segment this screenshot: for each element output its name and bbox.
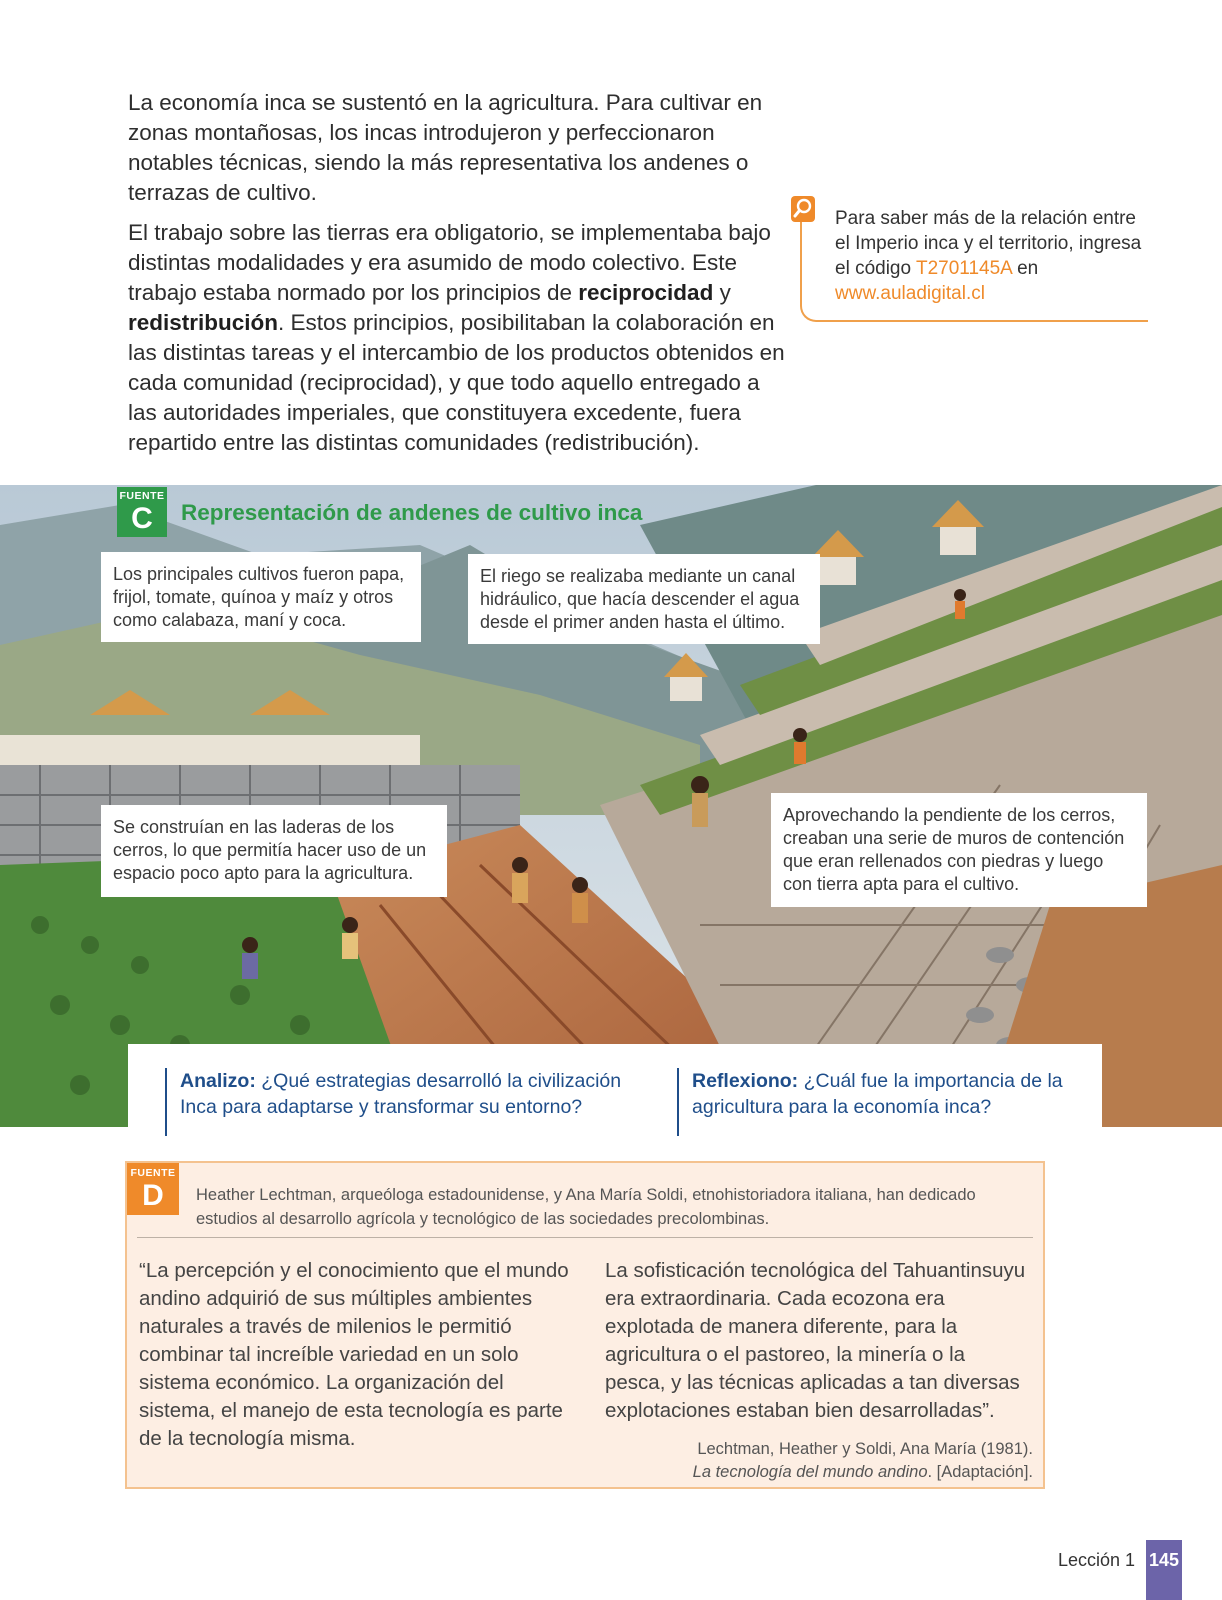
question-reflexiono: Reflexiono: ¿Cuál fue la importancia de la agricultura para la economía inca? <box>677 1068 1092 1136</box>
intro-text <box>128 88 788 468</box>
fuente-c-title: Representación de andenes de cultivo inca <box>181 500 643 525</box>
divider <box>137 1237 1033 1238</box>
intro-paragraph-2: El trabajo sobre las tierras era obligatorio, se implementaba bajo distintas modalidades y era asumido de modo colectivo. Este trabajo estaba normado por los principios de reciprocidad y redistribución. Estos principios, posibilitaban la colaboración en las distintas tareas y el intercambio de los productos obtenidos en cada comunidad (reciprocidad), y que todo aquello entregado a las autoridades imperiales, que constituyera excedente, fuera repartido entre las distintas comunidades (redistribución). <box>128 220 785 455</box>
fuente-d-badge: FUENTE D <box>127 1163 179 1215</box>
callout-cultivos: Los principales cultivos fueron papa, frijol, tomate, quínoa y maíz y otros como calabaza, maní y coca. <box>101 552 421 642</box>
question-panel <box>128 1044 1102 1127</box>
more-info-box <box>800 200 1148 322</box>
callout-pendiente: Aprovechando la pendiente de los cerros, creaban una serie de muros de contención que eran rellenados con piedras y luego con tierra apta para el cultivo. <box>771 793 1147 907</box>
website-link[interactable]: www.auladigital.cl <box>835 283 985 304</box>
term-redistribucion: redistribución <box>128 310 279 335</box>
lesson-label: Lección 1 <box>1058 1550 1136 1570</box>
callout-riego: El riego se realizaba mediante un canal hidráulico, que hacía descender el agua desde el primer anden hasta el último. <box>468 554 820 644</box>
callout-laderas: Se construían en las laderas de los cerros, lo que permitía hacer uso de un espacio poco apto para la agricultura. <box>101 805 447 897</box>
fuente-d-intro: Heather Lechtman, arqueóloga estadounidense, y Ana María Soldi, etnohistoriadora italiana, han dedicado estudios al desarrollo agrícola y tecnológico de las sociedades precolombinas. <box>196 1186 976 1228</box>
intro-paragraph-1: La economía inca se sustentó en la agricultura. Para cultivar en zonas montañosas, los incas introdujeron y perfeccionaron notables técnicas, siendo la más representativa los andenes o terrazas de cultivo. <box>128 90 763 205</box>
more-info-text: Para saber más de la relación entre el Imperio inca y el territorio, ingresa el código T2701145A en www.auladigital.cl <box>835 208 1142 304</box>
page-number: 145 <box>1146 1540 1182 1600</box>
citation-title: La tecnología del mundo andino <box>692 1463 928 1481</box>
magnifier-icon <box>791 196 815 222</box>
fuente-d-box <box>125 1161 1045 1489</box>
citation: Lechtman, Heather y Soldi, Ana María (1981). La tecnología del mundo andino. [Adaptación]. <box>692 1440 1033 1481</box>
term-reciprocidad: reciprocidad <box>578 280 714 305</box>
question-analizo: Analizo: ¿Qué estrategias desarrolló la civilización Inca para adaptarse y transformar su entorno? <box>165 1068 640 1136</box>
access-code: T2701145A <box>916 258 1012 279</box>
quote-left: “La percepción y el conocimiento que el mundo andino adquirió de sus múltiples ambientes naturales a través de milenios le permitió combinar tal increíble variedad en un solo sistema económico. La organización del sistema, el manejo de esta tecnología es parte de la tecnología misma. <box>139 1259 569 1450</box>
fuente-c-badge: FUENTE C <box>117 487 167 537</box>
quote-right: La sofisticación tecnológica del Tahuantinsuyu era extraordinaria. Cada ecozona era explotada de manera diferente, para la agricultura o el pastoreo, la minería o la pesca, y las técnicas aplicadas a tan diversas explotaciones estaban bien desarrolladas”. <box>605 1259 1026 1422</box>
